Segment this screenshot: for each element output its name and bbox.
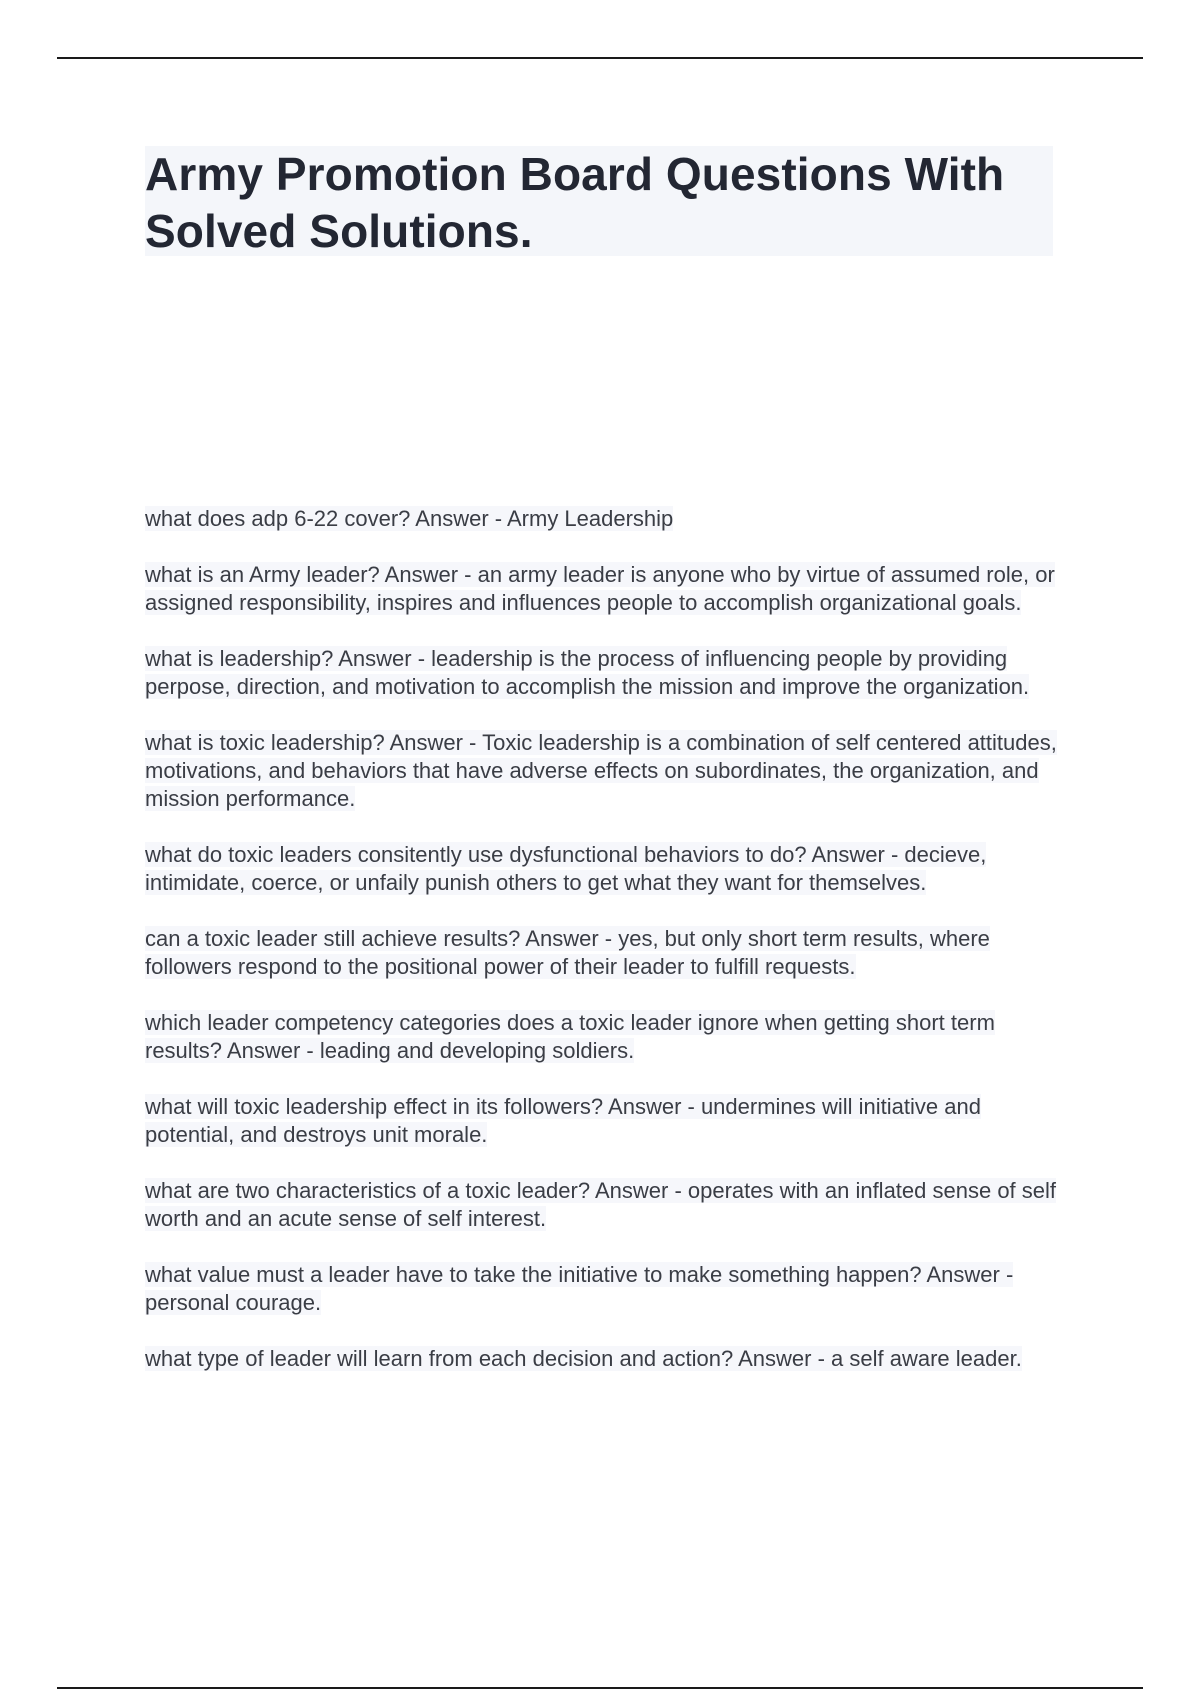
qa-text: what do toxic leaders consitently use dysfunctional behaviors to do? Answer - decieve, intimidate, coerce, or unfaily punish others to get what they want for themselves. (145, 842, 987, 895)
document-title (145, 146, 1053, 260)
qa-item (145, 1009, 1060, 1065)
document-title-line-1: Army Promotion Board Questions With (145, 148, 1005, 200)
qa-item (145, 1261, 1060, 1317)
qa-text: what is toxic leadership? Answer - Toxic leadership is a combination of self centered attitudes, motivations, and behaviors that have adverse effects on subordinates, the organization, and mission performance. (145, 730, 1057, 811)
qa-item (145, 505, 1060, 533)
qa-text: what will toxic leadership effect in its followers? Answer - undermines will initiative and potential, and destroys unit morale. (145, 1094, 981, 1147)
qa-item (145, 1345, 1060, 1373)
bottom-rule (57, 1687, 1143, 1689)
qa-text: what type of leader will learn from each decision and action? Answer - a self aware leader. (145, 1346, 1022, 1371)
qa-list (145, 505, 1060, 1401)
qa-item (145, 561, 1060, 617)
qa-item (145, 841, 1060, 897)
qa-text: what value must a leader have to take the initiative to make something happen? Answer - personal courage. (145, 1262, 1014, 1315)
qa-text: what are two characteristics of a toxic leader? Answer - operates with an inflated sense of self worth and an acute sense of self interest. (145, 1178, 1057, 1231)
qa-text: what is leadership? Answer - leadership is the process of influencing people by providing perpose, direction, and motivation to accomplish the mission and improve the organization. (145, 646, 1030, 699)
qa-item (145, 1093, 1060, 1149)
qa-text: can a toxic leader still achieve results? Answer - yes, but only short term results, where followers respond to the positional power of their leader to fulfill requests. (145, 926, 990, 979)
title-block (145, 146, 1053, 256)
qa-text: which leader competency categories does a toxic leader ignore when getting short term results? Answer - leading and developing soldiers. (145, 1010, 995, 1063)
qa-text: what does adp 6-22 cover? Answer - Army Leadership (145, 506, 674, 531)
top-rule (57, 57, 1143, 59)
document-title-line-2: Solved Solutions. (145, 205, 533, 257)
qa-item (145, 925, 1060, 981)
qa-item (145, 645, 1060, 701)
qa-item (145, 729, 1060, 813)
qa-item (145, 1177, 1060, 1233)
qa-text: what is an Army leader? Answer - an army leader is anyone who by virtue of assumed role, or assigned responsibility, inspires and influences people to accomplish organizational goals. (145, 562, 1055, 615)
